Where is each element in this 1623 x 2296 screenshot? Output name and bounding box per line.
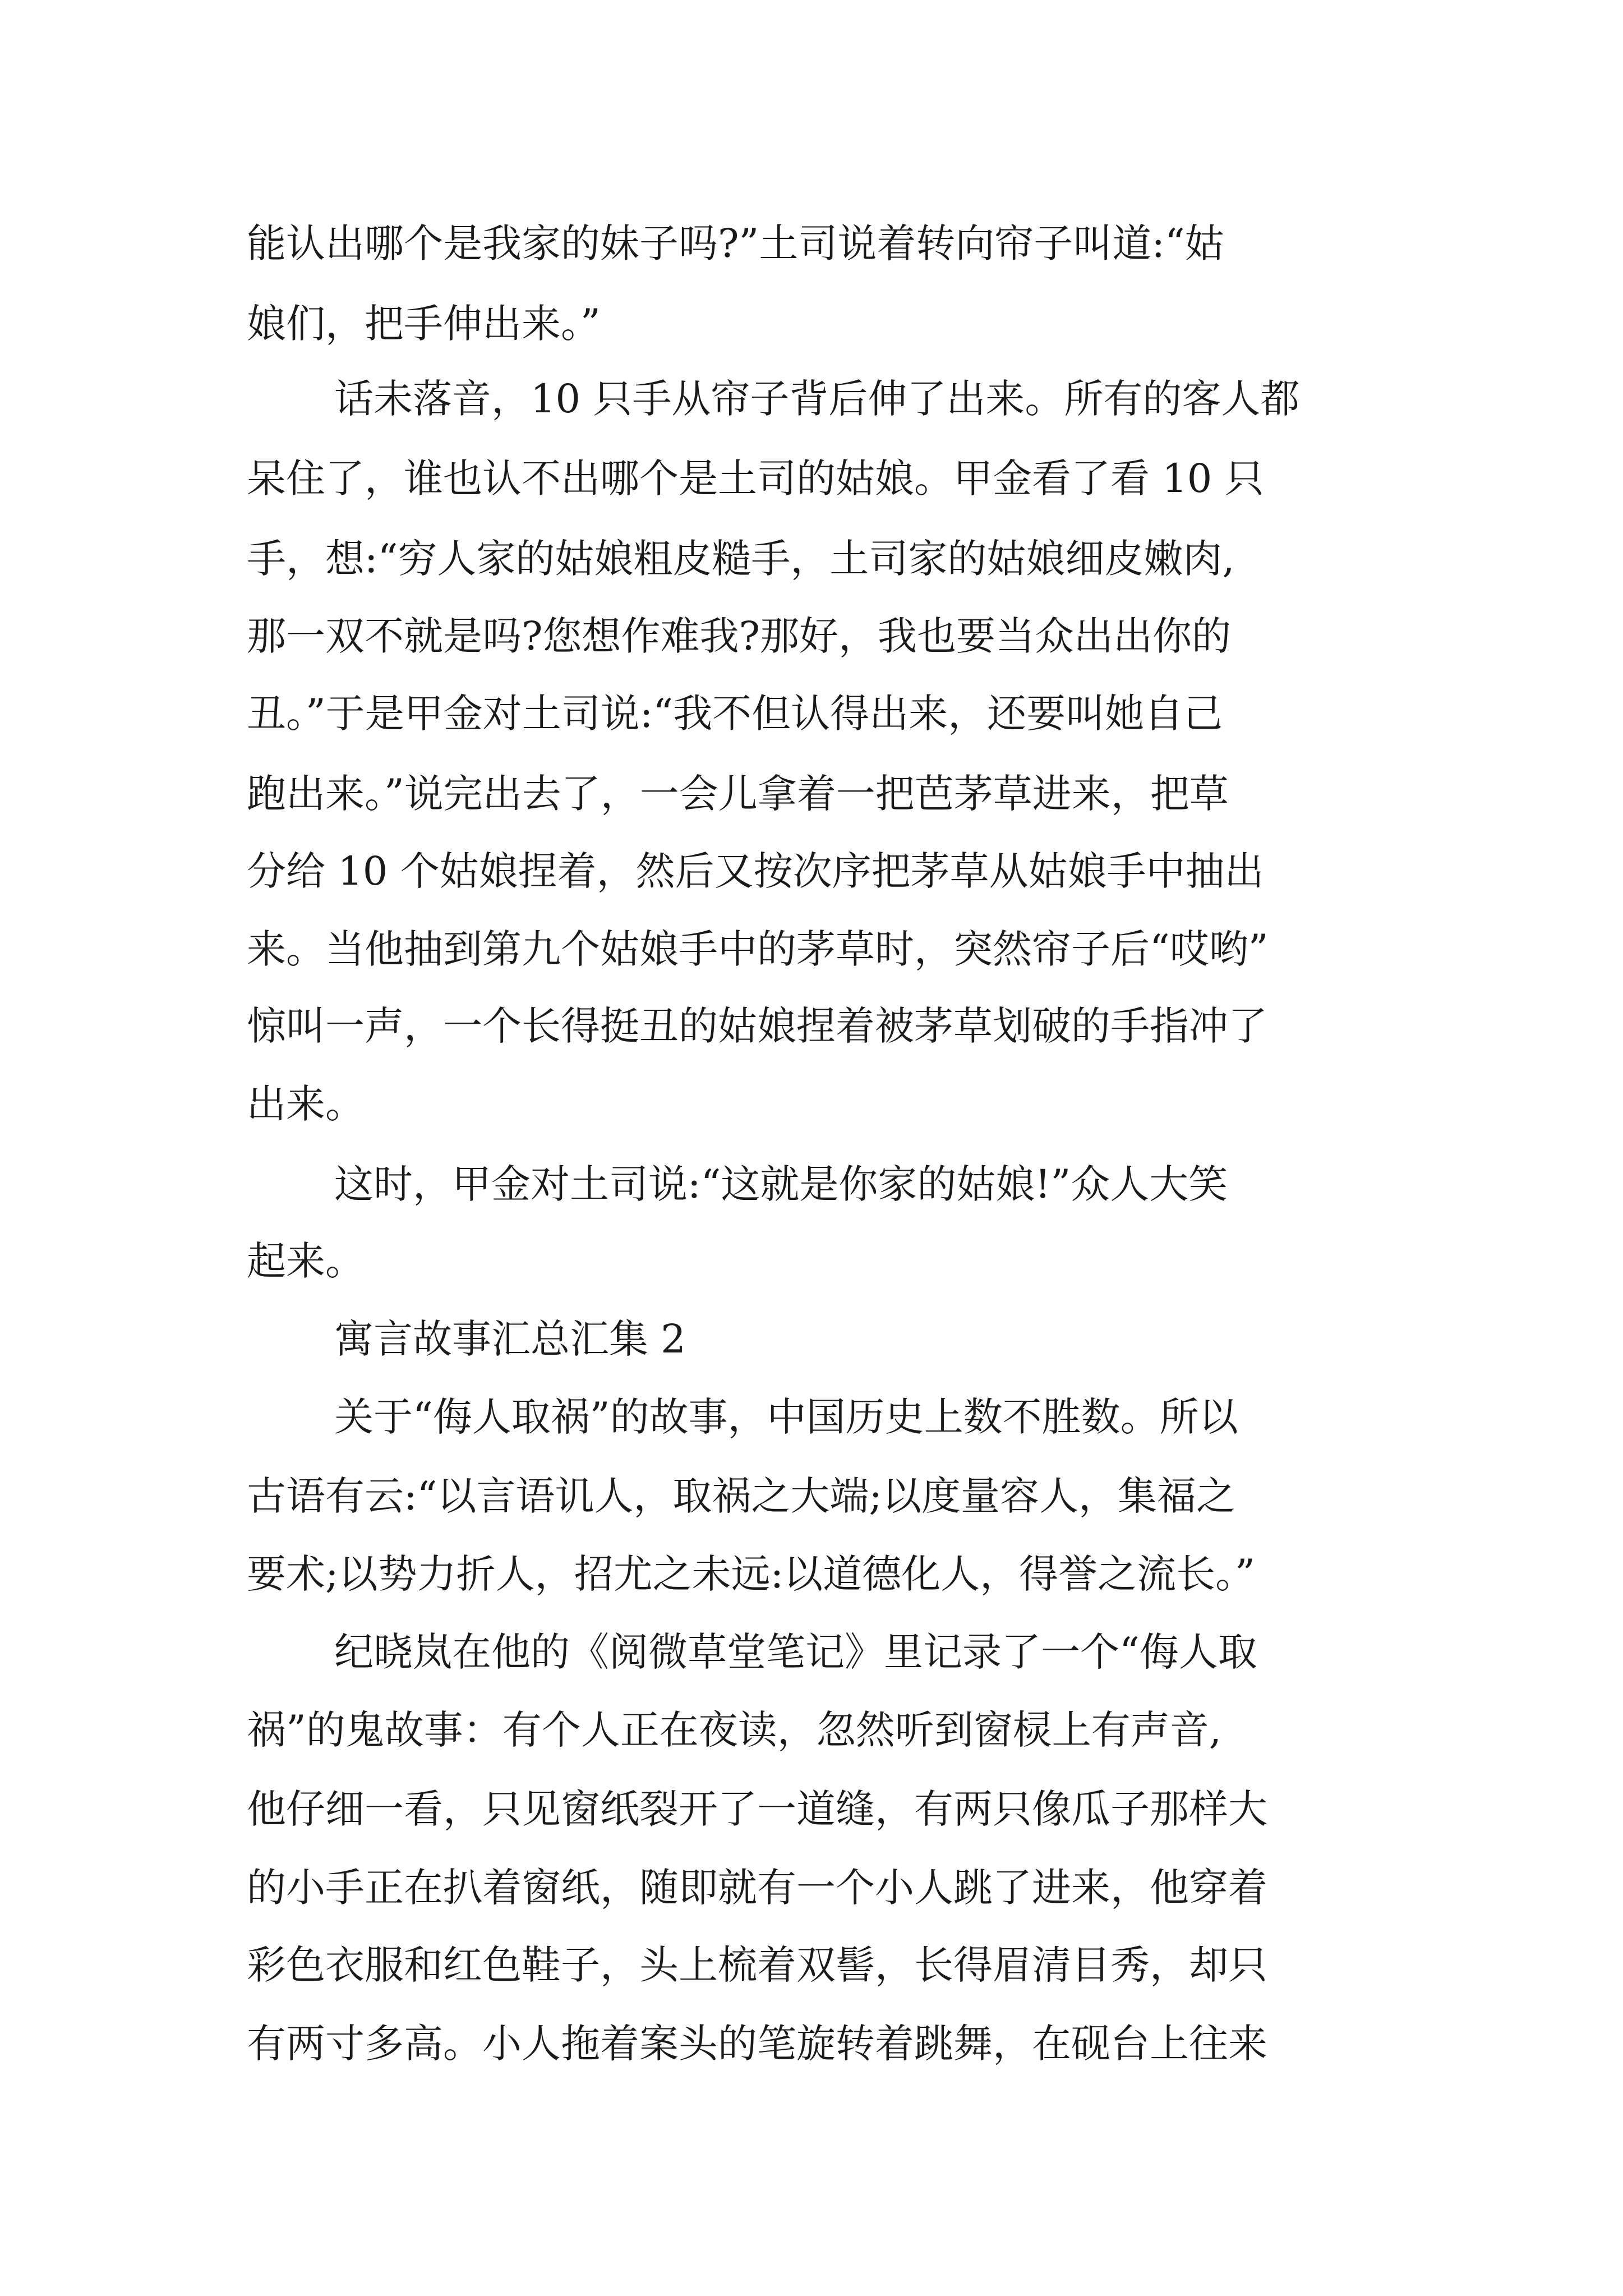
text-line: 跑出来。”说完出去了，一会儿拿着一把芭茅草进来，把草 — [247, 771, 1229, 817]
text-line: 起来。 — [247, 1238, 365, 1284]
text-line: 来。当他抽到第九个姑娘手中的茅草时，突然帘子后“哎哟” — [247, 926, 1269, 972]
text-line: 关于“侮人取祸”的故事，中国历史上数不胜数。所以 — [334, 1394, 1238, 1440]
text-line: 祸”的鬼故事：有个人正在夜读，忽然听到窗棂上有声音, — [247, 1707, 1222, 1753]
text-line: 古语有云:“以言语讥人，取祸之大端;以度量容人，集福之 — [247, 1473, 1235, 1519]
text-line: 分给 10 个姑娘捏着，然后又按次序把茅草从姑娘手中抽出 — [247, 848, 1264, 894]
text-line: 的小手正在扒着窗纸，随即就有一个小人跳了进来，他穿着 — [247, 1865, 1267, 1911]
text-line: 能认出哪个是我家的妹子吗?”土司说着转向帘子叫道:“姑 — [247, 220, 1224, 266]
text-line: 那一双不就是吗?您想作难我?那好，我也要当众出出你的 — [247, 613, 1232, 659]
text-line: 他仔细一看，只见窗纸裂开了一道缝，有两只像瓜子那样大 — [247, 1786, 1267, 1832]
text-line: 要术;以势力折人，招尤之未远:以道德化人，得誉之流长。” — [247, 1551, 1255, 1597]
text-line: 丑。”于是甲金对土司说:“我不但认得出来，还要叫她自己 — [247, 691, 1223, 737]
text-line: 惊叫一声，一个长得挺丑的姑娘捏着被茅草划破的手指冲了 — [247, 1003, 1267, 1049]
text-line: 有两寸多高。小人拖着案头的笔旋转着跳舞，在砚台上往来 — [247, 2021, 1267, 2067]
text-line: 出来。 — [247, 1081, 365, 1127]
text-line: 话未落音，10 只手从帘子背后伸了出来。所有的客人都 — [334, 376, 1300, 422]
text-line: 彩色衣服和红色鞋子，头上梳着双髻，长得眉清目秀，却只 — [247, 1942, 1267, 1988]
section-heading: 寓言故事汇总汇集 2 — [334, 1316, 686, 1362]
text-line: 这时，甲金对土司说:“这就是你家的姑娘!”众人大笑 — [334, 1161, 1228, 1207]
text-line: 娘们，把手伸出来。” — [247, 301, 601, 347]
text-line: 手，想:“穷人家的姑娘粗皮糙手，土司家的姑娘细皮嫩肉, — [247, 536, 1235, 582]
text-line: 呆住了，谁也认不出哪个是土司的姑娘。甲金看了看 10 只 — [247, 455, 1264, 501]
text-line: 纪晓岚在他的《阅微草堂笔记》里记录了一个“侮人取 — [334, 1629, 1257, 1675]
